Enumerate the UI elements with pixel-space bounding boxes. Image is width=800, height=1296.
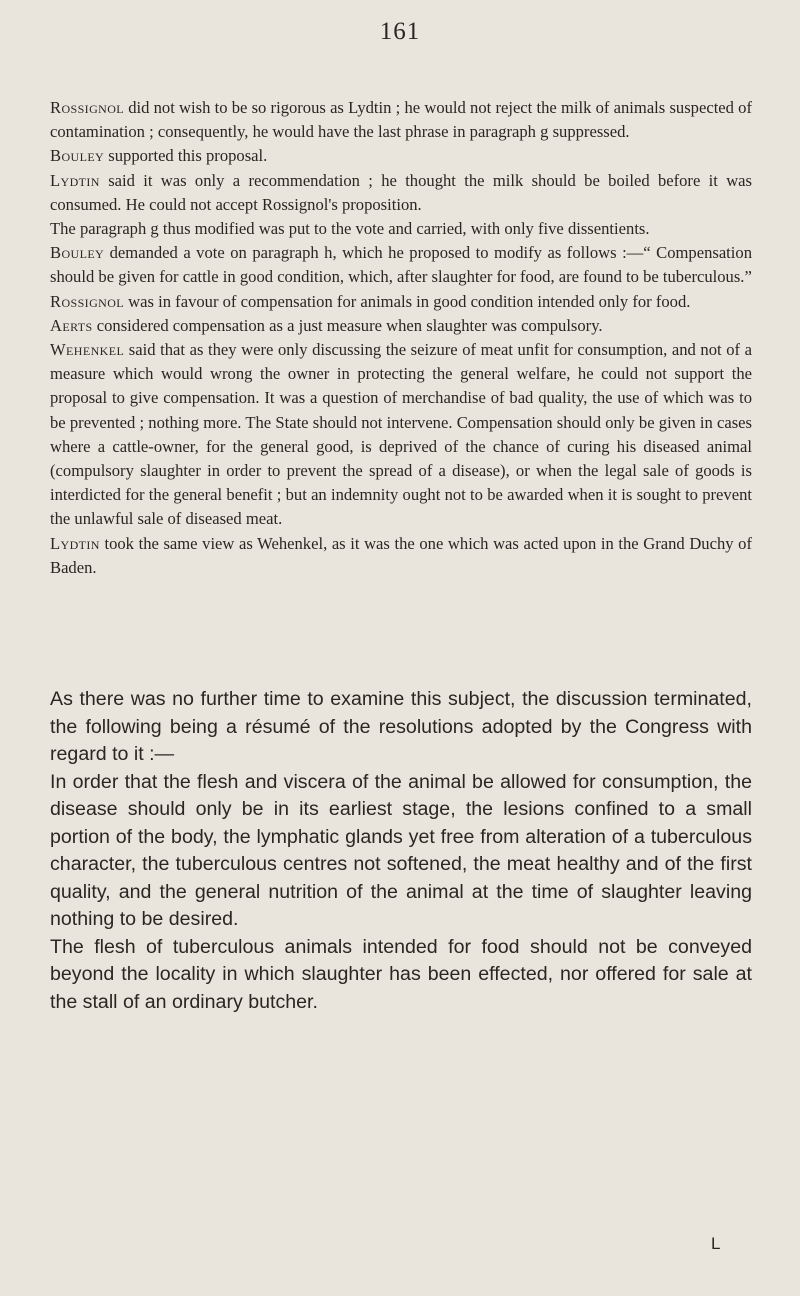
paragraph-text: considered compensation as a just measure when slaughter was compulsory.: [92, 315, 603, 335]
paragraph-text: demanded a vote on paragraph h, which he proposed to modify as follows :—“ Compensation should be given for cattle in good condition, which, after slaughter for food, are found to be tuberculous.”: [50, 243, 752, 287]
page-number: 161: [379, 18, 421, 45]
paragraph-text: was in favour of compensation for animals in good condition intended only for food.: [124, 291, 691, 311]
resolutions-section: [50, 686, 752, 1016]
paragraph-bouley-1: [50, 144, 752, 168]
paragraph-text: The paragraph g thus modified was put to the vote and carried, with only five dissentients.: [50, 219, 650, 239]
speaker-name: Rossignol: [50, 291, 125, 311]
paragraph-text: took the same view as Wehenkel, as it was the one which was acted upon in the Grand Duchy of Baden.: [50, 533, 752, 577]
speaker-name: Lydtin: [50, 533, 100, 553]
paragraph-resolution-consumption: In order that the flesh and viscera of the animal be allowed for consumption, the disease should only be in its earliest stage, the lesions confined to a small portion of the body, the lymphatic glands yet free from alteration of a tuberculous character, the tuberculous centres not softened, the meat healthy and of the first quality, and the general nutrition of the animal at the time of slaughter leaving nothing to be desired.: [50, 770, 752, 930]
speaker-name: Wehenkel: [50, 340, 125, 360]
paragraph-resolution-sale: The flesh of tuberculous animals intended for food should not be conveyed beyond the locality in which slaughter has been effected, nor offered for sale at the stall of an ordinary butcher.: [50, 935, 752, 1013]
paragraph-text: said it was only a recommendation ; he thought the milk should be boiled before it was consumed. He could not accept Rossignol's proposition.: [50, 170, 752, 214]
speaker-name: Lydtin: [50, 170, 100, 190]
paragraph-rossignol-1: [50, 96, 752, 144]
paragraph-lydtin-1: [50, 169, 752, 217]
discussion-section: [50, 96, 752, 580]
paragraph-text: did not wish to be so rigorous as Lydtin ; he would not reject the milk of animals suspected of contamination ; consequently, he would have the last phrase in paragraph g suppressed.: [50, 98, 752, 142]
paragraph-text: said that as they were only discussing the seizure of meat unfit for consumption, and not of a measure which would wrong the owner in protecting the general welfare, he could not support the proposal to give compensation. It was a question of merchandise of bad quality, the use of which was to be prevented ; nothing more. The State should not intervene. Compensation should only be given in cases where a cattle-owner, for the general good, is deprived of the chance of curing his diseased animal (compulsory slaughter in order to prevent the spread of a disease), or when the legal sale of goods is interdicted for the general benefit ; but an indemnity ought not to be awarded when it is sought to prevent the unlawful sale of diseased meat.: [50, 340, 752, 529]
signature-mark: L: [711, 1234, 721, 1253]
paragraph-rossignol-2: [50, 290, 752, 314]
paragraph-text: supported this proposal.: [104, 146, 268, 166]
speaker-name: Bouley: [50, 243, 105, 263]
paragraph-resume-intro: As there was no further time to examine this subject, the discussion terminated, the following being a résumé of the resolutions adopted by the Congress with regard to it :—: [50, 688, 752, 765]
paragraph-bouley-2: [50, 241, 752, 289]
speaker-name: Rossignol: [50, 98, 125, 117]
paragraph-aerts: [50, 314, 752, 338]
paragraph-wehenkel: [50, 338, 752, 532]
paragraph-lydtin-2: [50, 532, 752, 580]
speaker-name: Aerts: [50, 315, 93, 335]
speaker-name: Bouley: [50, 146, 105, 166]
paragraph-vote-g: [50, 217, 752, 241]
